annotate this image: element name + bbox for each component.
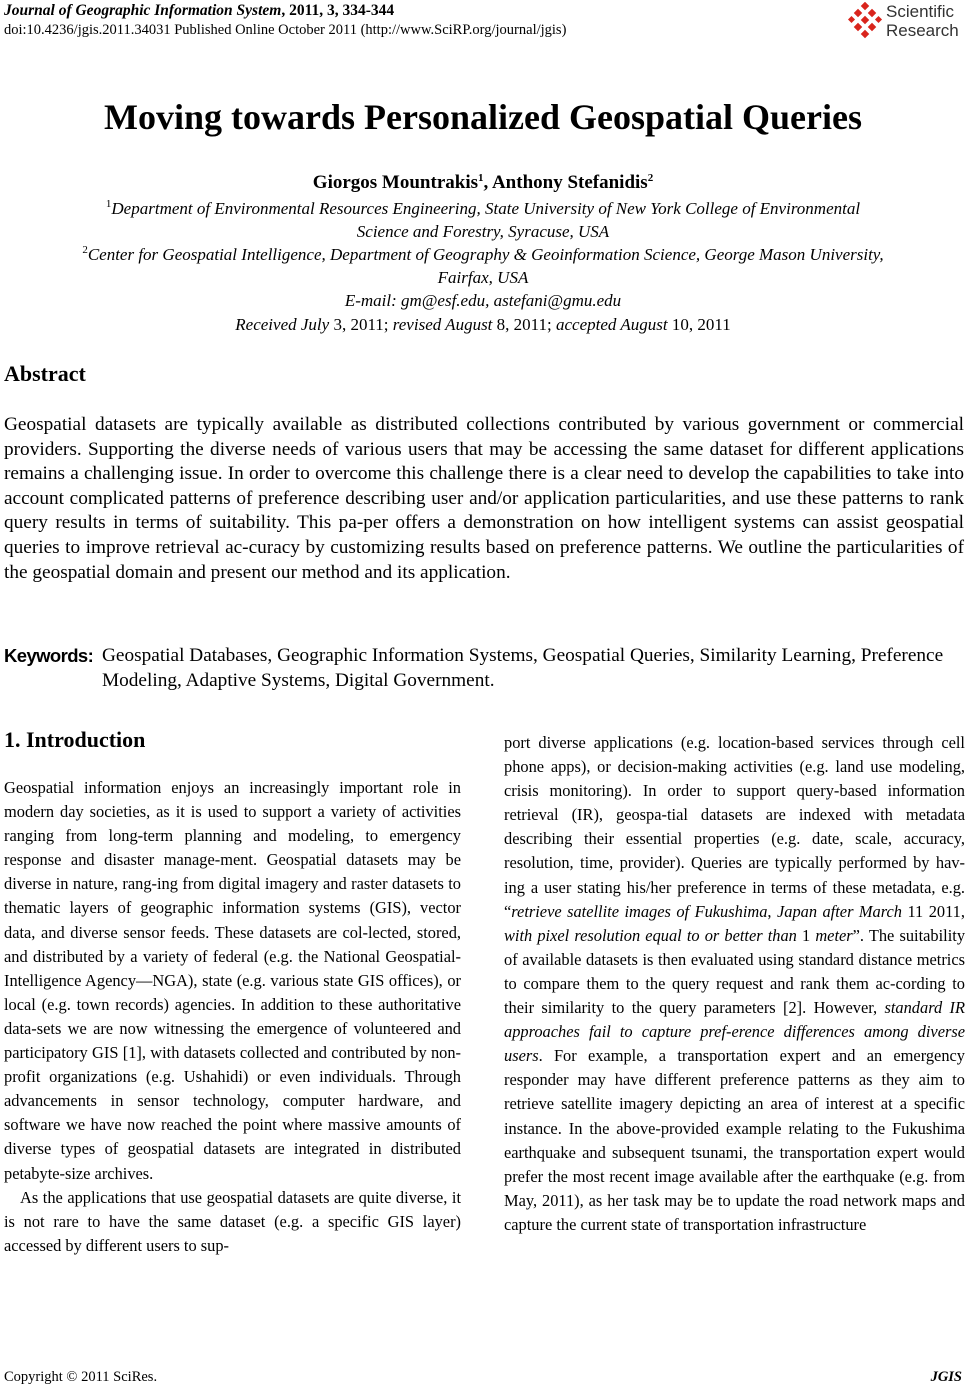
author-separator: , [483,172,492,193]
footer-copyright: Copyright © 2011 SciRes. [4,1369,158,1385]
affiliation-mark: 2 [82,244,88,256]
right-column [504,731,965,1237]
journal-volume: , 2011, 3, 334-344 [281,2,395,19]
received-date: 3, 2011; [329,315,393,334]
affiliation-2-line-2: Fairfax, USA [437,268,529,287]
emphasis-run: Japan after March [776,901,902,921]
text-run: , [767,901,777,921]
affiliation-text: Center for Geospatial Intelligence, Department of Geography & Geoinformation Science, George Mason University, [87,245,884,264]
author-affil-mark: 2 [647,172,654,184]
intro-paragraph-2-continued [504,731,965,1237]
keywords-text: Geospatial Databases, Geographic Information Systems, Geospatial Queries, Similarity Learning, Preference Modeling, Adaptive Systems, Digital Government. [102,645,944,691]
text-run: port diverse applications (e.g. location-based services through cell phone apps), or decision-making activities (e.g. land use modeling, crisis monitoring). In order to support query-based information retrieval (IR), geospa-tial datasets are indexed with metadata describing their essential properties (e.g. date, scale, accuracy, resolution, time, provider). Queries are typically performed by hav-ing a user stating his/her preference in terms of these metadata, e.g. “ [504,733,965,921]
intro-paragraph-1: Geospatial information enjoys an increasingly important role in modern day societies, as it is used to support a variety of activities ranging from long-term planning and modeling, to emergency response and disaster manage-ment. Geospatial datasets may be diverse in nature, rang-ing from digital imagery and raster datasets to thematic layers of geographic information systems (GIS), vector data, and diverse sensor feeds. These datasets are col-lected, stored, and distributed by a variety of federal (e.g. the National Geospatial-Intelligence Agency—NGA), state (e.g. various state GIS offices), or local (e.g. town records) agencies. In addition to these authoritative data-sets we are now witnessing the emergence of volunteered and participatory GIS [1], with datasets collected and contributed by non-profit organizations (e.g. Ushahidi) or even individuals. Through advancements in sensor technology, computer hardware, and software we have now reached the point where massive amounts of diverse types of geospatial datasets are integrated in distributed petabyte-size archives. [4,778,461,1183]
email-line: E-mail: gm@esf.edu, astefani@gmu.edu [344,291,622,310]
revised-date: 8, 2011; [492,315,557,334]
logo-mark-icon [848,2,884,40]
author-name: Anthony Stefanidis [491,172,648,193]
emphasis-run: retrieve satellite images of Fukushima [511,901,768,921]
revised-label: revised August [392,315,493,334]
publisher-logo [848,0,966,44]
left-column [4,776,461,1258]
affiliation-1-line-2: Science and Forestry, Syracuse, USA [356,222,610,241]
text-run: 1 [796,925,816,945]
text-run: . For example, a transportation expert and an emergency responder may have different preference patterns as they aim to retrieve satellite imagery depicting an area of interest at a specific instance. In the above-provided example relating to the Fukushima earthquake and subsequent tsunami, the transportation expert would prefer the most recent image available after the earthquake (e.g. from May, 2011), as her task may be to update the road network maps and capture the current state of transportation infrastructure [504,1046,965,1234]
accepted-label: accepted August [556,315,668,334]
text-run: 11 2011, [902,901,965,921]
dates-line [0,313,966,336]
footer-journal-abbr: JGIS [930,1369,962,1385]
doi-line: doi:10.4236/jgis.2011.34031 Published Online October 2011 (http://www.SciRP.org/journal/jgis) [4,22,567,38]
accepted-date: 10, 2011 [667,315,731,334]
affiliation-2-line-1 [0,243,966,266]
journal-name: Journal of Geographic Information System [4,2,282,19]
emphasis-run: with pixel resolution equal to or better than [504,925,797,945]
received-label: Received July [235,315,330,334]
paper-title: Moving towards Personalized Geospatial Queries [104,97,862,137]
keywords-label: Keywords: [4,645,94,666]
intro-paragraph-2: As the applications that use geospatial datasets are quite diverse, it is not rare to have the same dataset (e.g. a specific GIS layer) accessed by different users to sup- [4,1187,461,1255]
section-heading-introduction: 1. Introduction [4,727,146,752]
author-list [0,172,966,194]
logo-text-research: Research [886,21,959,40]
affiliation-1-line-1 [0,197,966,220]
affiliation-text: Department of Environmental Resources Engineering, State University of New York College of Environmental [111,199,861,218]
affiliation-mark: 1 [105,198,112,210]
author-name: Giorgos Mountrakis [312,172,478,193]
emphasis-run: meter [815,925,853,945]
author-affil-mark: 1 [478,172,484,184]
logo-text-scientific: Scientific [886,2,955,21]
emphasis-run: standard IR approaches fail to capture pref-erence differences among diverse users [504,998,965,1066]
journal-header [4,2,394,20]
text-run: ”. The suitability of available datasets is then evaluated using standard distance metrics to compare them to the query request and rank them ac-cording to their similarity to the query parameters [2]. However, [504,925,966,1018]
abstract-text: Geospatial datasets are typically available as distributed collections contributed by various government or commercial providers. Supporting the diverse needs of various users that may be accessing the same dataset for different applications remains a challenging issue. In order to overcome this challenge there is a clear need to develop the capabilities to take into account complicated patterns of preference describing user and/or application particularities, and use these patterns to rank query results in terms of suitability. This pa-per offers a demonstration on how intelligent systems can assist geospatial queries to improve retrieval ac-curacy by customizing results based on preference patterns. We outline the particularities of the geospatial domain and present our method and its application. [4,414,964,583]
abstract-heading: Abstract [4,361,86,386]
